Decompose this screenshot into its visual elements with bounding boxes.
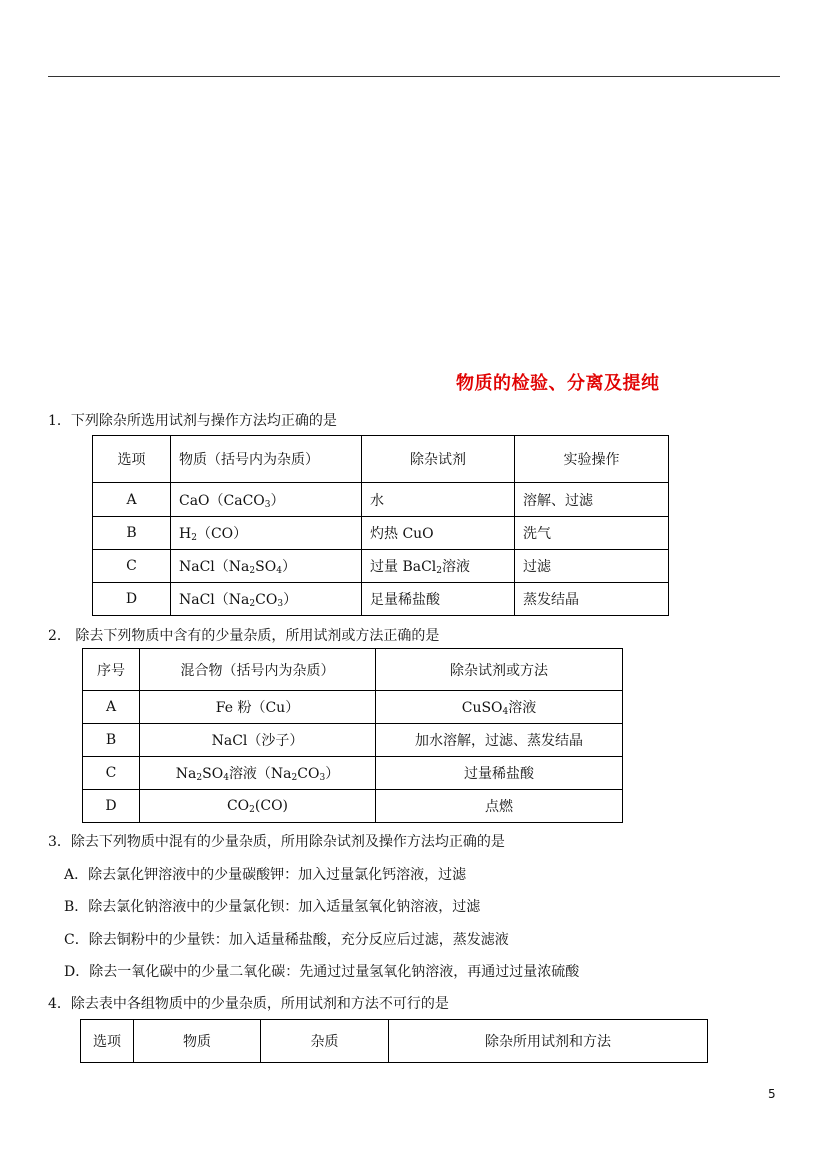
option-cell: C <box>93 550 171 583</box>
header-cell: 除杂试剂 <box>362 436 515 483</box>
header-cell: 序号 <box>83 649 140 691</box>
page-number: 5 <box>768 1087 776 1101</box>
header-cell: 选项 <box>81 1020 134 1063</box>
question-3-option-d: D．除去一氧化碳中的少量二氧化碳：先通过过量氢氧化钠溶液，再通过过量浓硫酸 <box>64 964 580 980</box>
operation-cell: 溶解、过滤 <box>515 483 669 517</box>
header-cell: 混合物（括号内为杂质） <box>140 649 376 691</box>
reagent-cell: 水 <box>362 483 515 517</box>
table-header-row <box>81 1020 708 1063</box>
operation-cell: 洗气 <box>515 517 669 550</box>
reagent-cell: 足量稀盐酸 <box>362 583 515 616</box>
substance-cell: CaO（CaCO$_3$） <box>171 483 362 517</box>
option-cell: D <box>93 583 171 616</box>
table-row <box>93 583 669 616</box>
method-cell: 点燃 <box>376 790 623 823</box>
table-row <box>83 757 623 790</box>
substance-cell: $H_2(CO)$ <box>171 517 362 550</box>
table-row <box>93 483 669 517</box>
table-row <box>93 517 669 550</box>
table-row <box>83 790 623 823</box>
option-cell: A <box>93 483 171 517</box>
mixture-cell: $CO_2(CO)$ <box>140 790 376 823</box>
question-2-text: 2． 除去下列物质中含有的少量杂质，所用试剂或方法正确的是 <box>48 628 440 644</box>
operation-cell: 过滤 <box>515 550 669 583</box>
mixture-cell: $Na_2SO_4$溶液$(Na_2CO_3)$ <box>140 757 376 790</box>
mixture-cell: Fe 粉（Cu） <box>140 691 376 724</box>
page-title: 物质的检验、分离及提纯 <box>456 373 660 394</box>
substance-cell: $NaCl(Na_2CO_3)$ <box>171 583 362 616</box>
mixture-cell: NaCl（沙子） <box>140 724 376 757</box>
question-3-option-b: B．除去氯化钠溶液中的少量氯化钡：加入适量氢氧化钠溶液，过滤 <box>64 899 481 915</box>
operation-cell: 蒸发结晶 <box>515 583 669 616</box>
table-row <box>83 691 623 724</box>
option-cell: B <box>93 517 171 550</box>
substance-cell: $NaCl(Na_2SO_4)$ <box>171 550 362 583</box>
header-cell: 除杂试剂或方法 <box>376 649 623 691</box>
option-cell: A <box>83 691 140 724</box>
option-cell: C <box>83 757 140 790</box>
option-cell: B <box>83 724 140 757</box>
reagent-cell: 灼热 CuO <box>362 517 515 550</box>
table-row <box>93 550 669 583</box>
question-3-text: 3．除去下列物质中混有的少量杂质，所用除杂试剂及操作方法均正确的是 <box>48 834 505 850</box>
question-4-table <box>80 1019 708 1063</box>
method-cell: 过量稀盐酸 <box>376 757 623 790</box>
header-cell: 选项 <box>93 436 171 483</box>
table-header-row <box>93 436 669 483</box>
header-rule <box>48 76 780 77</box>
header-cell: 物质 <box>134 1020 261 1063</box>
question-3-option-a: A．除去氯化钾溶液中的少量碳酸钾：加入过量氯化钙溶液，过滤 <box>64 867 467 883</box>
question-1-text: 1．下列除杂所选用试剂与操作方法均正确的是 <box>48 413 337 429</box>
reagent-cell: 过量 BaCl$_2$溶液 <box>362 550 515 583</box>
question-1-table <box>92 435 669 616</box>
header-cell: 实验操作 <box>515 436 669 483</box>
table-header-row <box>83 649 623 691</box>
method-cell: 加水溶解，过滤、蒸发结晶 <box>376 724 623 757</box>
question-2-table <box>82 648 623 823</box>
option-cell: D <box>83 790 140 823</box>
header-cell: 杂质 <box>261 1020 389 1063</box>
question-4-text: 4．除去表中各组物质中的少量杂质，所用试剂和方法不可行的是 <box>48 996 449 1012</box>
header-cell: 除杂所用试剂和方法 <box>389 1020 708 1063</box>
header-cell: 物质（括号内为杂质） <box>171 436 362 483</box>
method-cell: CuSO$_4$溶液 <box>376 691 623 724</box>
table-row <box>83 724 623 757</box>
question-3-option-c: C．除去铜粉中的少量铁：加入适量稀盐酸，充分反应后过滤，蒸发滤液 <box>64 932 509 948</box>
